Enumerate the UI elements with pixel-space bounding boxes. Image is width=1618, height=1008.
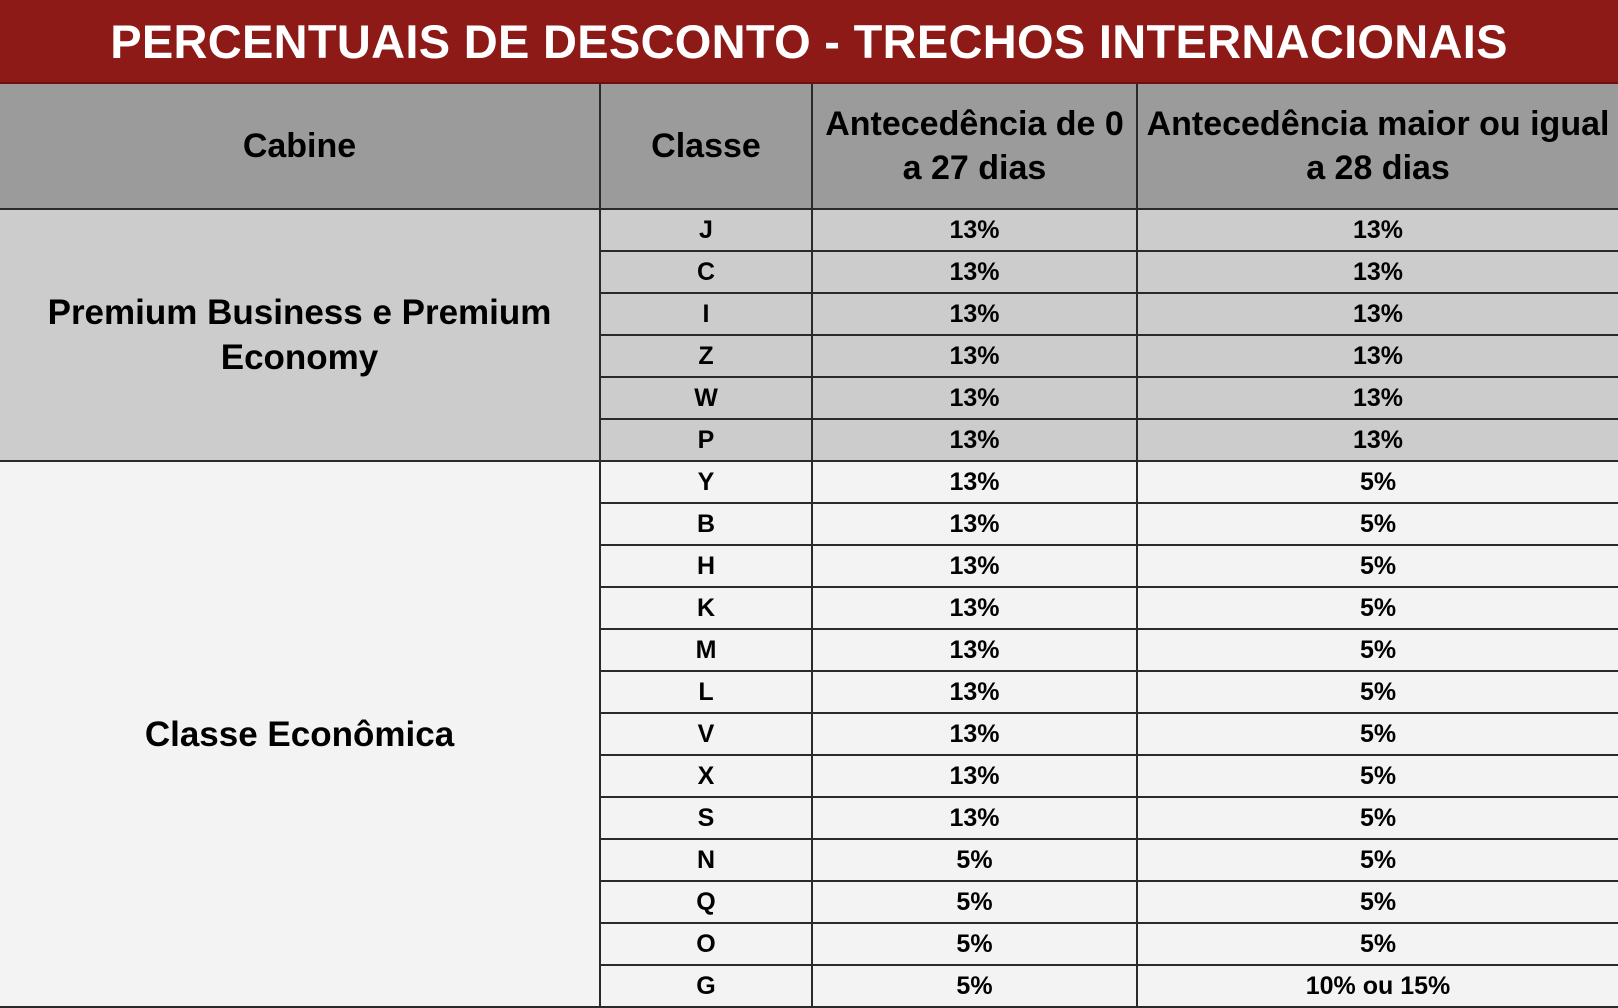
antecedencia-28-cell: 13% <box>1137 377 1618 419</box>
antecedencia-0-27-cell: 5% <box>812 923 1137 965</box>
antecedencia-28-cell: 5% <box>1137 503 1618 545</box>
antecedencia-28-cell: 10% ou 15% <box>1137 965 1618 1007</box>
classe-cell: I <box>600 293 812 335</box>
antecedencia-0-27-cell: 13% <box>812 335 1137 377</box>
antecedencia-0-27-cell: 13% <box>812 671 1137 713</box>
header-row <box>0 83 1618 209</box>
antecedencia-28-cell: 13% <box>1137 419 1618 461</box>
classe-cell: M <box>600 629 812 671</box>
antecedencia-28-cell: 5% <box>1137 923 1618 965</box>
classe-cell: G <box>600 965 812 1007</box>
header-classe: Classe <box>600 83 812 209</box>
antecedencia-0-27-cell: 13% <box>812 419 1137 461</box>
classe-cell: S <box>600 797 812 839</box>
classe-cell: O <box>600 923 812 965</box>
classe-cell: J <box>600 209 812 251</box>
antecedencia-28-cell: 5% <box>1137 839 1618 881</box>
classe-cell: P <box>600 419 812 461</box>
classe-cell: Z <box>600 335 812 377</box>
classe-cell: C <box>600 251 812 293</box>
table-row <box>0 461 1618 503</box>
antecedencia-0-27-cell: 13% <box>812 503 1137 545</box>
header-antecedencia-28: Antecedência maior ou igual a 28 dias <box>1137 83 1618 209</box>
header-antecedencia-0-27: Antecedência de 0 a 27 dias <box>812 83 1137 209</box>
antecedencia-28-cell: 5% <box>1137 461 1618 503</box>
antecedencia-28-cell: 5% <box>1137 587 1618 629</box>
antecedencia-28-cell: 5% <box>1137 671 1618 713</box>
classe-cell: V <box>600 713 812 755</box>
antecedencia-0-27-cell: 5% <box>812 839 1137 881</box>
classe-cell: W <box>600 377 812 419</box>
cabin-cell-econ: Classe Econômica <box>0 461 600 1007</box>
classe-cell: L <box>600 671 812 713</box>
antecedencia-28-cell: 13% <box>1137 251 1618 293</box>
table-row <box>0 209 1618 251</box>
antecedencia-28-cell: 5% <box>1137 755 1618 797</box>
antecedencia-0-27-cell: 13% <box>812 713 1137 755</box>
antecedencia-28-cell: 13% <box>1137 209 1618 251</box>
cabin-cell-premium: Premium Business e Premium Economy <box>0 209 600 461</box>
classe-cell: X <box>600 755 812 797</box>
antecedencia-28-cell: 5% <box>1137 629 1618 671</box>
antecedencia-0-27-cell: 13% <box>812 629 1137 671</box>
table-title: PERCENTUAIS DE DESCONTO - TRECHOS INTERNACIONAIS <box>0 0 1618 83</box>
classe-cell: Q <box>600 881 812 923</box>
antecedencia-0-27-cell: 13% <box>812 209 1137 251</box>
antecedencia-0-27-cell: 5% <box>812 965 1137 1007</box>
antecedencia-28-cell: 13% <box>1137 293 1618 335</box>
antecedencia-28-cell: 13% <box>1137 335 1618 377</box>
title-row <box>0 0 1618 83</box>
antecedencia-0-27-cell: 13% <box>812 755 1137 797</box>
antecedencia-0-27-cell: 13% <box>812 251 1137 293</box>
antecedencia-28-cell: 5% <box>1137 545 1618 587</box>
classe-cell: N <box>600 839 812 881</box>
classe-cell: H <box>600 545 812 587</box>
antecedencia-28-cell: 5% <box>1137 797 1618 839</box>
classe-cell: K <box>600 587 812 629</box>
antecedencia-28-cell: 5% <box>1137 713 1618 755</box>
header-cabine: Cabine <box>0 83 600 209</box>
antecedencia-0-27-cell: 13% <box>812 377 1137 419</box>
antecedencia-0-27-cell: 13% <box>812 545 1137 587</box>
antecedencia-0-27-cell: 5% <box>812 881 1137 923</box>
antecedencia-0-27-cell: 13% <box>812 293 1137 335</box>
antecedencia-0-27-cell: 13% <box>812 461 1137 503</box>
table-body <box>0 209 1618 1007</box>
classe-cell: B <box>600 503 812 545</box>
antecedencia-28-cell: 5% <box>1137 881 1618 923</box>
antecedencia-0-27-cell: 13% <box>812 587 1137 629</box>
antecedencia-0-27-cell: 13% <box>812 797 1137 839</box>
classe-cell: Y <box>600 461 812 503</box>
